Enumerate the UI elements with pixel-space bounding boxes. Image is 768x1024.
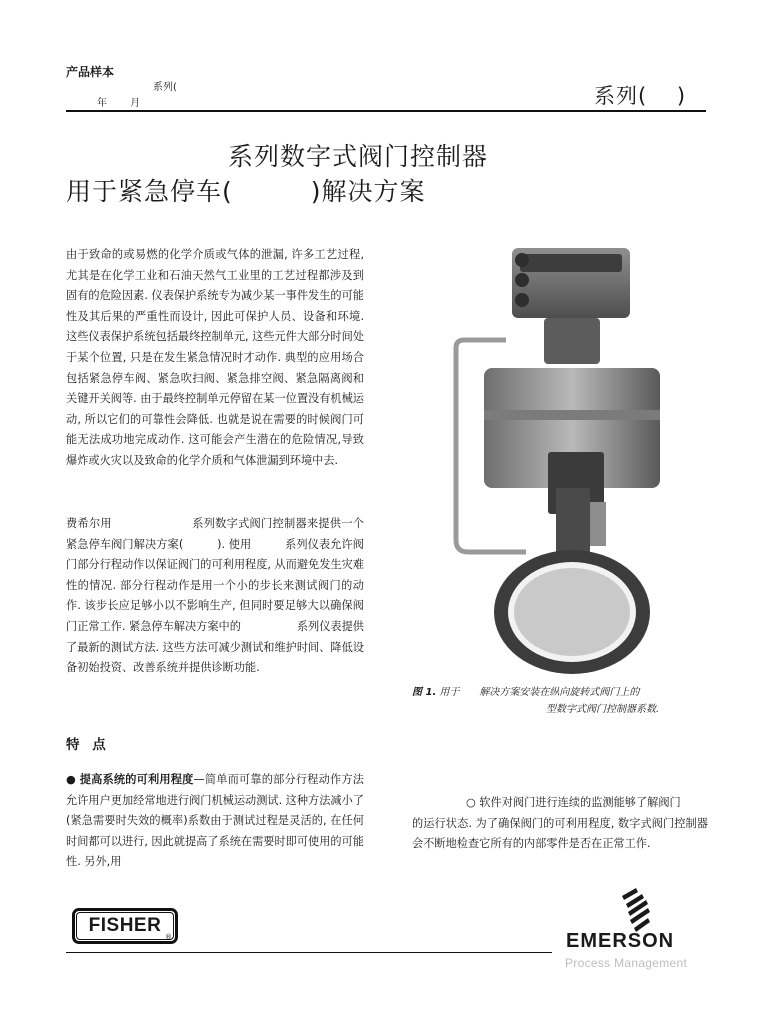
header-date: 年 月 (97, 98, 141, 109)
feature-continued (412, 793, 708, 855)
feature-continued-rest: 的运行状态. 为了确保阀门的可利用程度, 数字式阀门控制器会不断地检查它所有的内部零件是否在正常工作. (412, 816, 708, 851)
header-series-right: 系列( ) (594, 84, 687, 108)
fisher-logo (72, 908, 178, 944)
features-heading: 特 点 (66, 737, 110, 753)
fisher-registered-mark: ® (165, 933, 172, 941)
header-series: 系列( (153, 82, 177, 93)
document-type: 产品样本 (66, 65, 115, 79)
page-title-line1: 系列数字式阀门控制器 (228, 142, 489, 171)
emerson-wordmark: EMERSON (566, 930, 675, 952)
feature-text: —简单而可靠的部分行程动作方法允许用户更加经常地进行阀门机械运动测试. 这种方法减小了 (紧急需要时失效的概率)系数由于测试过程是灵活的, 在任何时间都可以进行, 因此就提高了系统在需要时即可使用的可能性. 另外,用 (66, 773, 387, 869)
emerson-tagline: Process Management (565, 956, 688, 970)
feature-lead: 提高系统的可利用程度 (79, 773, 194, 786)
solution-paragraph: 费希尔用 系列数字式阀门控制器来提供一个紧急停车阀门解决方案( ). 使用 系列仪表允许阀门部分行程动作以保证阀门的可利用程度, 从而避免发生灾难性的情况. 部分行程动作是用一个小的步长来测试阀门的动作. 该步长应足够小以不影响生产, 但同时要足够大以确保阀门正常工作. 紧急停车解决方案中的 系列仪表提供了最新的测试方法. 这些方法可减少测试和维护时间、降低设备初始投资、改善系统并提供诊断功能. (66, 517, 364, 675)
footer-rule (66, 952, 552, 953)
feature-continued-first: ○ 软件对阀门进行连续的监测能够了解阀门 (466, 796, 681, 809)
feature-item (66, 770, 387, 873)
emerson-logo-icon (616, 886, 654, 932)
page-title-line2: 用于紧急停车( )解决方案 (66, 177, 426, 206)
intro-paragraph: 由于致命的或易燃的化学介质或气体的泄漏, 许多工艺过程, 尤其是在化学工业和石油天然气工业里的工艺过程都涉及到固有的危险因素. 仪表保护系统专为减少某一事件发生的可能性及其后果的严重性而设计, 因此可保护人员、设备和环境. 这些仪表保护系统包括最终控制单元, 这些元件大部分时间处于某个位置, 只是在发生紧急情况时才动作. 典型的应用场合包括紧急停车阀、紧急吹扫阀、紧急排空阀、紧急隔离阀和关键开关阀等. 由于最终控制单元停留在某一位置没有机械运动, 所以它们的可靠性会降低. 也就是说在需要的时候阀门可能无法成功地完成动作. 这可能会产生潜在的危险情况,导致爆炸或火灾以及致命的化学介质和气体泄漏到环境中去. (66, 248, 364, 467)
fisher-wordmark: FISHER (88, 915, 162, 936)
caption-line2: 型数字式阀门控制器系数. (546, 704, 660, 715)
figure-number: 图 1. (412, 687, 437, 698)
valve-controller-photo (436, 240, 664, 680)
bullet-marker: ● (66, 773, 80, 786)
figure-caption (412, 684, 712, 718)
header-rule (66, 110, 706, 112)
caption-line1: 用于 解决方案安装在纵向旋转式阀门上的 (436, 687, 640, 698)
